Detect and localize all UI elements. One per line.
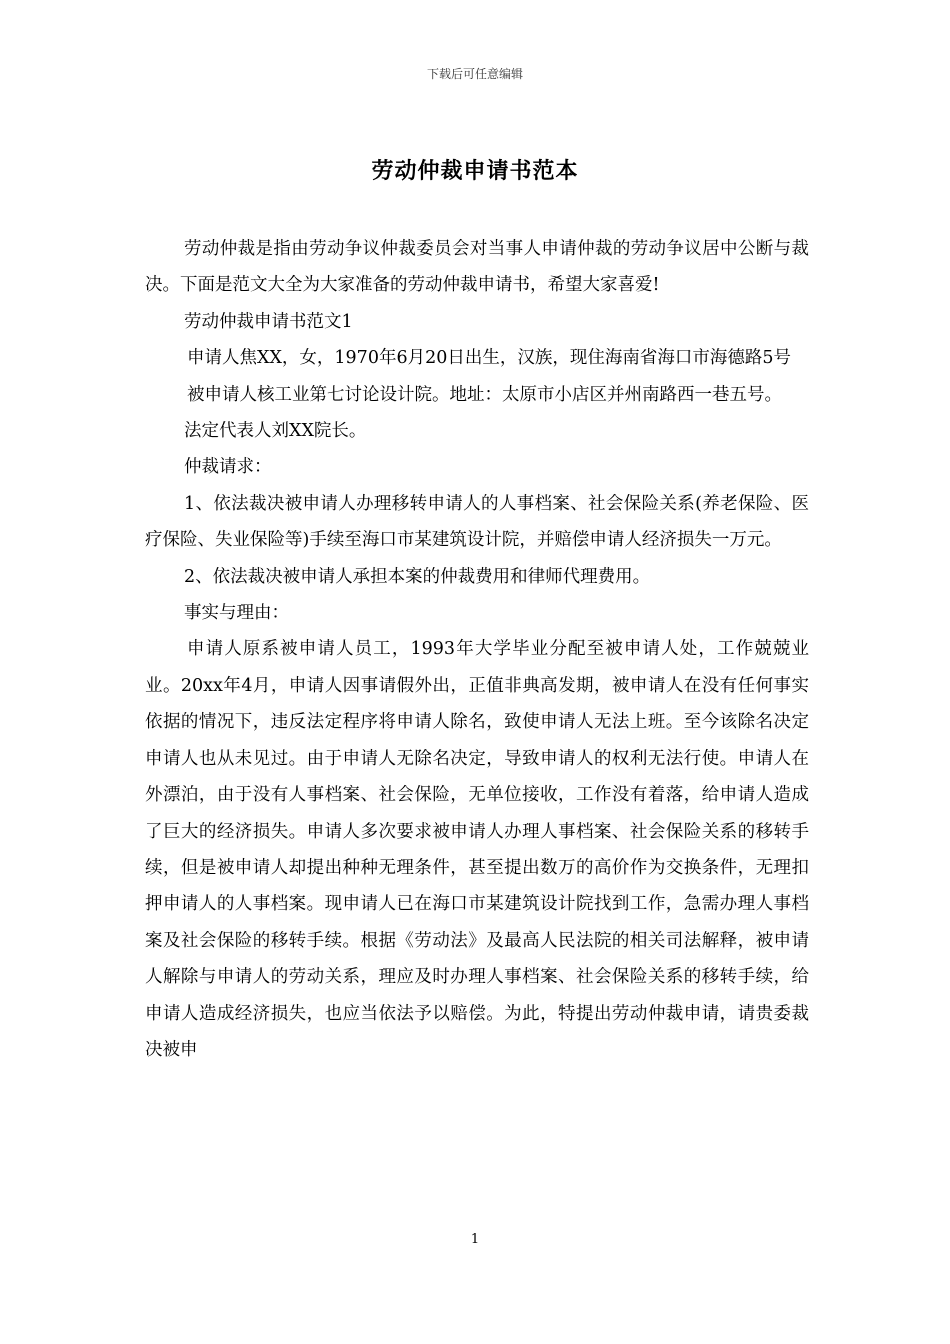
claim-item-1: 1、依法裁决被申请人办理移转申请人的人事档案、社会保险关系(养老保险、医疗保险、失业保险等)手续至海口市某建筑设计院，并赔偿申请人经济损失一万元。	[145, 493, 809, 551]
page-header: 下载后可任意编辑	[426, 67, 523, 81]
document-title: 劳动仲裁申请书范本	[371, 158, 579, 184]
respondent-paragraph: 被申请人核工业第七讨论设计院。地址：太原市小店区并州南路西一巷五号。	[187, 384, 782, 405]
page-number: 1	[470, 1232, 480, 1247]
claim-item-2: 2、依法裁决被申请人承担本案的仲裁费用和律师代理费用。	[184, 566, 651, 587]
claims-heading: 仲裁请求：	[184, 457, 272, 478]
facts-heading: 事实与理由：	[184, 603, 289, 624]
facts-paragraph: 申请人原系被申请人员工，1993年大学毕业分配至被申请人处，工作兢兢业业。20xx年4月，申请人因事请假外出，正值非典高发期，被申请人在没有任何事实依据的情况下，违反法定程序将申请人除名，致使申请人无法上班。至今该除名决定申请人也从未见过。由于申请人无除名决定，导致申请人的权利无法行使。申请人在外漂泊，由于没有人事档案、社会保险，无单位接收，工作没有着落，给申请人造成了巨大的经济损失。申请人多次要求被申请人办理人事档案、社会保险关系的移转手续，但是被申请人却提出种种无理条件，甚至提出数万的高价作为交换条件，无理扣押申请人的人事档案。现申请人已在海口市某建筑设计院找到工作，急需办理人事档案及社会保险的移转手续。根据《劳动法》及最高人民法院的相关司法解释，被申请人解除与申请人的劳动关系，理应及时办理人事档案、社会保险关系的移转手续，给申请人造成经济损失，也应当依法予以赔偿。为此，特提出劳动仲裁申请，请贵委裁决被申	[145, 639, 809, 1060]
legal-representative-paragraph: 法定代表人刘XX院长。	[184, 421, 367, 442]
sample-heading: 劳动仲裁申请书范文1	[184, 311, 353, 332]
intro-paragraph: 劳动仲裁是指由劳动争议仲裁委员会对当事人申请仲裁的劳动争议居中公断与裁决。下面是范文大全为大家准备的劳动仲裁申请书，希望大家喜爱!	[145, 239, 809, 296]
applicant-paragraph: 申请人焦XX，女，1970年6月20日出生，汉族，现住海南省海口市海德路5号	[187, 348, 791, 369]
document-body	[145, 231, 809, 1068]
